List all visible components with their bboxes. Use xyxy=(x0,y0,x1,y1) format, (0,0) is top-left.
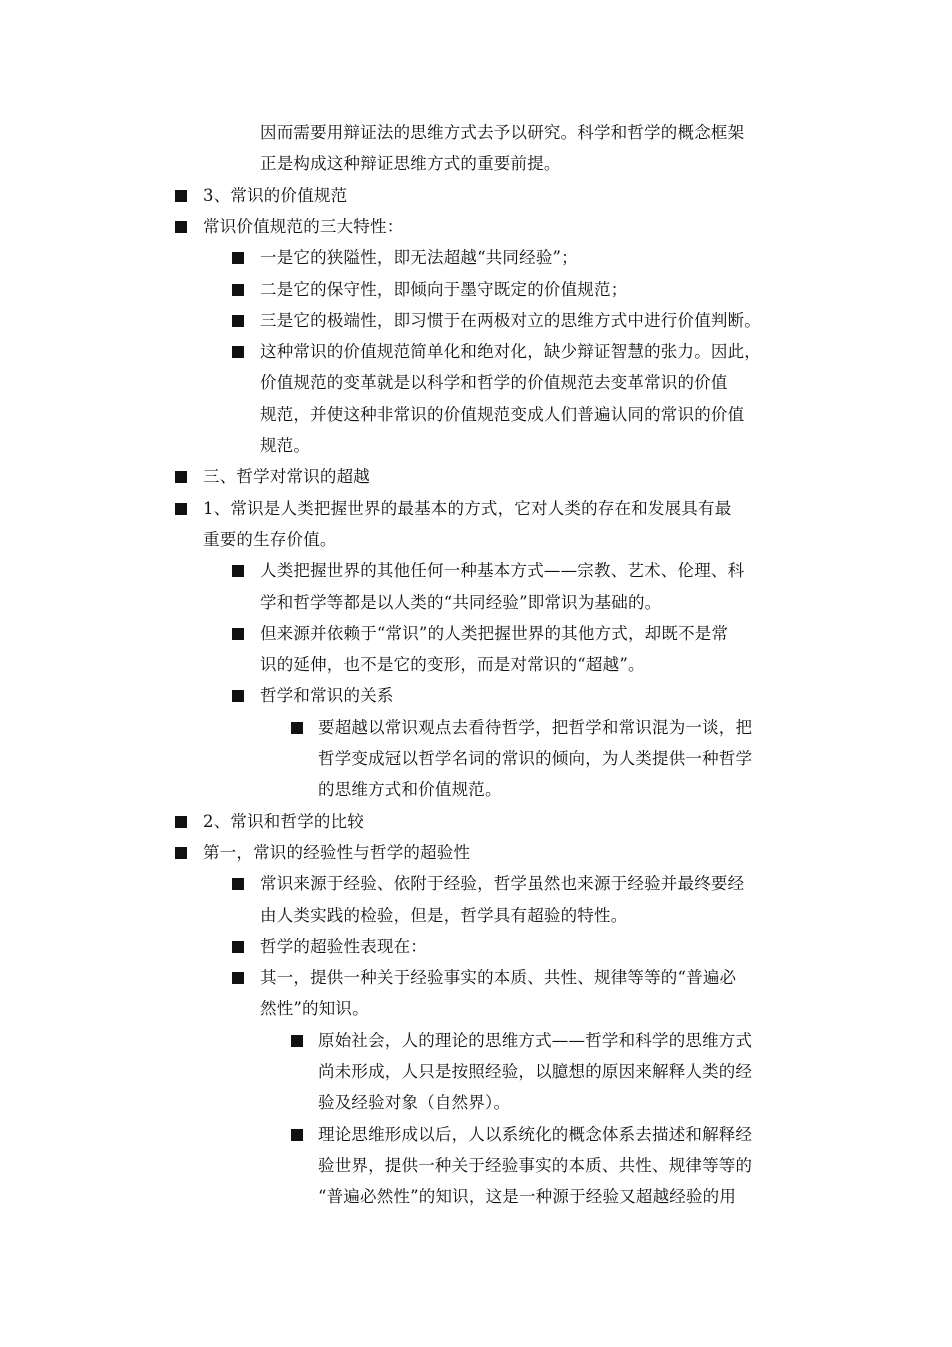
document-text-line: 要超越以常识观点去看待哲学，把哲学和常识混为一谈，把 xyxy=(318,717,753,737)
list-bullet-icon xyxy=(175,816,187,828)
document-text-line: 人类把握世界的其他任何一种基本方式——宗教、艺术、伦理、科 xyxy=(260,561,745,581)
document-text-line: 哲学变成冠以哲学名词的常识的倾向，为人类提供一种哲学 xyxy=(318,749,753,768)
list-bullet-icon xyxy=(175,503,187,515)
document-text-line: 理论思维形成以后，人以系统化的概念体系去描述和解释经 xyxy=(318,1124,753,1144)
document-text-line: 一是它的狭隘性，即无法超越“共同经验”； xyxy=(260,248,578,268)
list-bullet-icon xyxy=(175,847,187,859)
document-text-line: 规范，并使这种非常识的价值规范变成人们普遍认同的常识的价值 xyxy=(260,404,745,424)
list-bullet-icon xyxy=(175,471,187,483)
document-text-line: 规范。 xyxy=(260,436,311,455)
list-bullet-icon xyxy=(291,1129,303,1141)
list-bullet-icon xyxy=(232,252,244,264)
document-text-line: 2、常识和哲学的比较 xyxy=(203,811,364,831)
document-text-line: 因而需要用辩证法的思维方式去予以研究。科学和哲学的概念框架 xyxy=(260,123,745,142)
document-text-line: 重要的生存价值。 xyxy=(203,529,337,549)
document-text-line: 哲学的超验性表现在： xyxy=(260,936,427,956)
list-bullet-icon xyxy=(232,972,244,984)
document-text-line: 价值规范的变革就是以科学和哲学的价值规范去变革常识的价值 xyxy=(260,373,728,393)
list-bullet-icon xyxy=(291,1035,303,1047)
list-bullet-icon xyxy=(232,878,244,890)
document-text-line: 学和哲学等都是以人类的“共同经验”即常识为基础的。 xyxy=(260,592,662,612)
document-text-line: 第一，常识的经验性与哲学的超验性 xyxy=(203,842,471,862)
document-text-line: 其一，提供一种关于经验事实的本质、共性、规律等等的“普遍必 xyxy=(260,968,737,988)
document-text-line: 3、常识的价值规范 xyxy=(203,185,348,205)
list-bullet-icon xyxy=(232,628,244,640)
document-text-line: 由人类实践的检验，但是，哲学具有超验的特性。 xyxy=(260,905,628,925)
document-text-line: 尚未形成，人只是按照经验，以臆想的原因来解释人类的经 xyxy=(318,1062,753,1081)
document-text-line: 常识价值规范的三大特性： xyxy=(203,216,404,236)
document-text-line: 这种常识的价值规范简单化和绝对化，缺少辩证智慧的张力。因此， xyxy=(260,342,761,362)
document-text-line: 二是它的保守性，即倾向于墨守既定的价值规范； xyxy=(260,279,628,299)
document-text-line: 哲学和常识的关系 xyxy=(260,686,394,706)
list-bullet-icon xyxy=(232,941,244,953)
document-text-line: 验世界，提供一种关于经验事实的本质、共性、规律等等的 xyxy=(318,1155,753,1175)
document-text-line: 原始社会，人的理论的思维方式——哲学和科学的思维方式 xyxy=(318,1030,753,1050)
list-bullet-icon xyxy=(291,722,303,734)
document-text-line: 的思维方式和价值规范。 xyxy=(318,780,502,800)
list-bullet-icon xyxy=(232,565,244,577)
list-bullet-icon xyxy=(232,690,244,702)
document-text-line: “普遍必然性”的知识，这是一种源于经验又超越经验的用 xyxy=(318,1187,737,1207)
document-text-line: 但来源并依赖于“常识”的人类把握世界的其他方式，却既不是常 xyxy=(260,623,729,643)
list-bullet-icon xyxy=(175,190,187,202)
document-text-line: 正是构成这种辩证思维方式的重要前提。 xyxy=(260,154,561,174)
list-bullet-icon xyxy=(232,346,244,358)
list-bullet-icon xyxy=(232,315,244,327)
document-text-line: 识的延伸，也不是它的变形，而是对常识的“超越”。 xyxy=(260,655,645,675)
document-text-line: 然性”的知识。 xyxy=(260,999,369,1019)
document-text-line: 常识来源于经验、依附于经验，哲学虽然也来源于经验并最终要经 xyxy=(260,874,745,894)
document-text-line: 1、常识是人类把握世界的最基本的方式，它对人类的存在和发展具有最 xyxy=(203,498,732,518)
document-text-line: 三是它的极端性，即习惯于在两极对立的思维方式中进行价值判断。 xyxy=(260,310,761,330)
list-bullet-icon xyxy=(175,221,187,233)
list-bullet-icon xyxy=(232,284,244,296)
document-text-line: 三、哲学对常识的超越 xyxy=(203,467,370,487)
document-text-line: 验及经验对象（自然界）。 xyxy=(318,1093,511,1113)
